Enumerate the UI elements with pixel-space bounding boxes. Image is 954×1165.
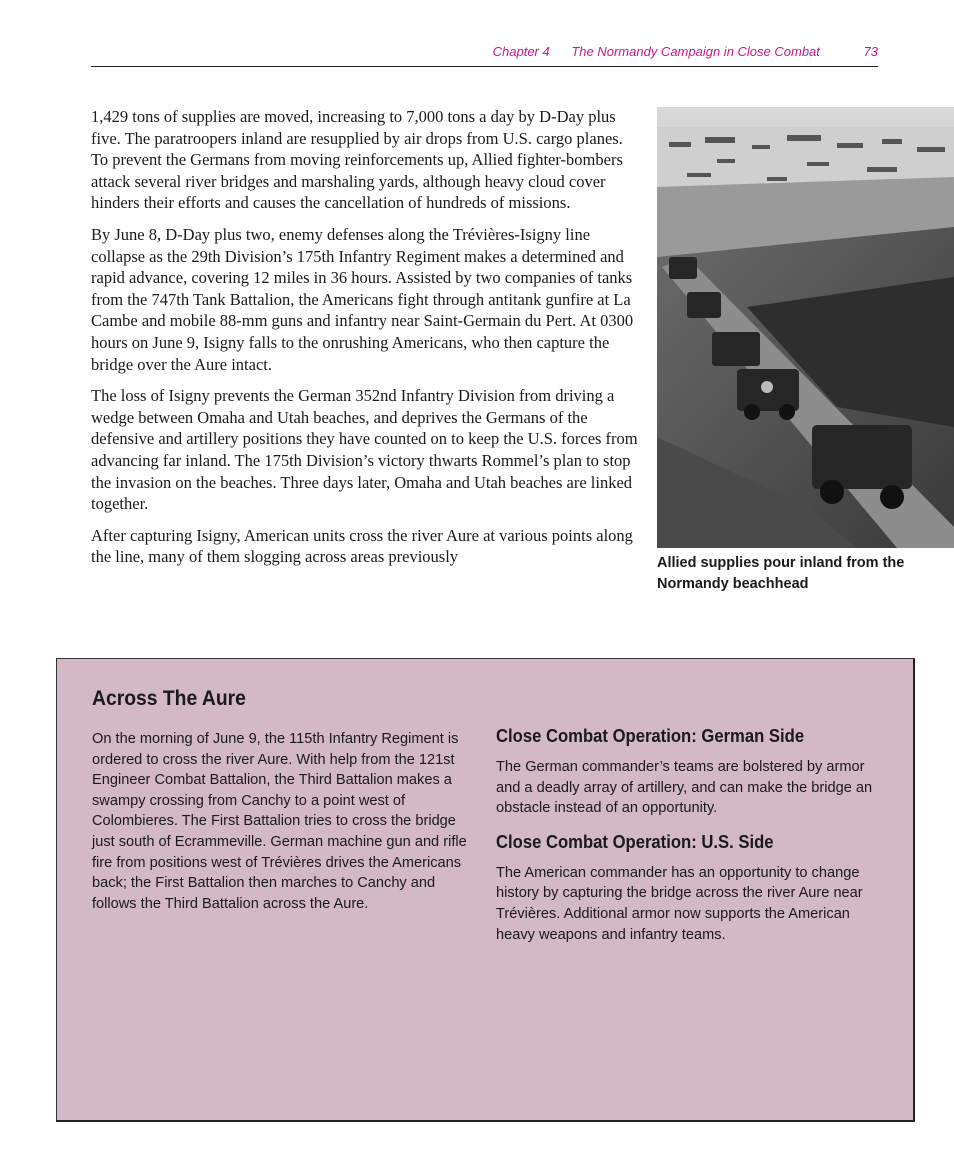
chapter-label: Chapter 4 xyxy=(492,44,550,59)
main-text xyxy=(91,106,639,578)
sidebar-intro: On the morning of June 9, the 115th Infantry Regiment is ordered to cross the river Aure. With help from the 121st Engineer Combat Battalion, the Third Battalion makes a swampy crossing from Canchy to a point west of Colombieres. The First Battalion tries to cross the bridge just south of Ecrammeville. German machine gun and rifle fire from positions west of Trévières drives the Americans back; the First Battalion then marches to Canchy and follows the Third Battalion across the Aure. xyxy=(92,731,467,912)
convoy-photo-image xyxy=(657,107,954,548)
german-side-heading: Close Combat Operation: German Side xyxy=(496,725,805,746)
sidebar-title: Across The Aure xyxy=(92,687,246,710)
us-side-heading: Close Combat Operation: U.S. Side xyxy=(496,830,774,852)
paragraph: The loss of Isigny prevents the German 352nd Infantry Division from driving a wedge between Omaha and Utah beaches, and deprives the Germans of the defensive and artillery positions they have counted on to keep the U.S. forces from advancing far inland. The 175th Division’s victory thwarts Rommel’s plan to stop the invasion on the beaches. Three days later, Omaha and Utah beaches are linked together. xyxy=(91,386,638,514)
sidebar-box xyxy=(56,658,915,1122)
photo-caption: Allied supplies pour inland from the Normandy beachhead xyxy=(657,555,905,592)
sidebar-operations xyxy=(496,725,881,957)
running-header xyxy=(91,44,878,67)
us-side-text: The American commander has an opportunity to change history by capturing the bridge across the river Aure near Trévières. Additional armor now supports the American heavy weapons and infantry teams. xyxy=(496,864,863,943)
paragraph: After capturing Isigny, American units cross the river Aure at various points along the line, many of them slogging across areas previously xyxy=(91,525,633,567)
paragraph: 1,429 tons of supplies are moved, increasing to 7,000 tons a day by D-Day plus five. The paratroopers inland are resupplied by air drops from U.S. cargo planes. To prevent the Germans from moving reinforcements up, Allied fighter-bombers attack several river bridges and marshaling yards, although heavy cloud cover hinders their efforts and causes the cancellation of hundreds of missions. xyxy=(91,107,623,213)
page-number: 73 xyxy=(863,44,878,59)
chapter-title: The Normandy Campaign in Close Combat xyxy=(571,44,820,59)
paragraph: By June 8, D-Day plus two, enemy defenses along the Trévières-Isigny line collapse as the 29th Division’s 175th Infantry Regiment makes a determined and rapid advance, covering 12 miles in 36 hours. Assisted by two companies of tanks from the 747th Tank Battalion, the Americans fight through antitank gunfire at La Cambe and mobile 88-mm guns and infantry near Saint-Germain du Pert. At 0300 hours on June 9, Isigny falls to the onrushing Americans, who then capture the bridge over the Aure intact. xyxy=(91,224,634,374)
german-side-text: The German commander’s teams are bolstered by armor and a deadly array of artillery, and can make the bridge an obstacle instead of an opportunity. xyxy=(496,759,873,817)
convoy-photo xyxy=(657,107,954,548)
